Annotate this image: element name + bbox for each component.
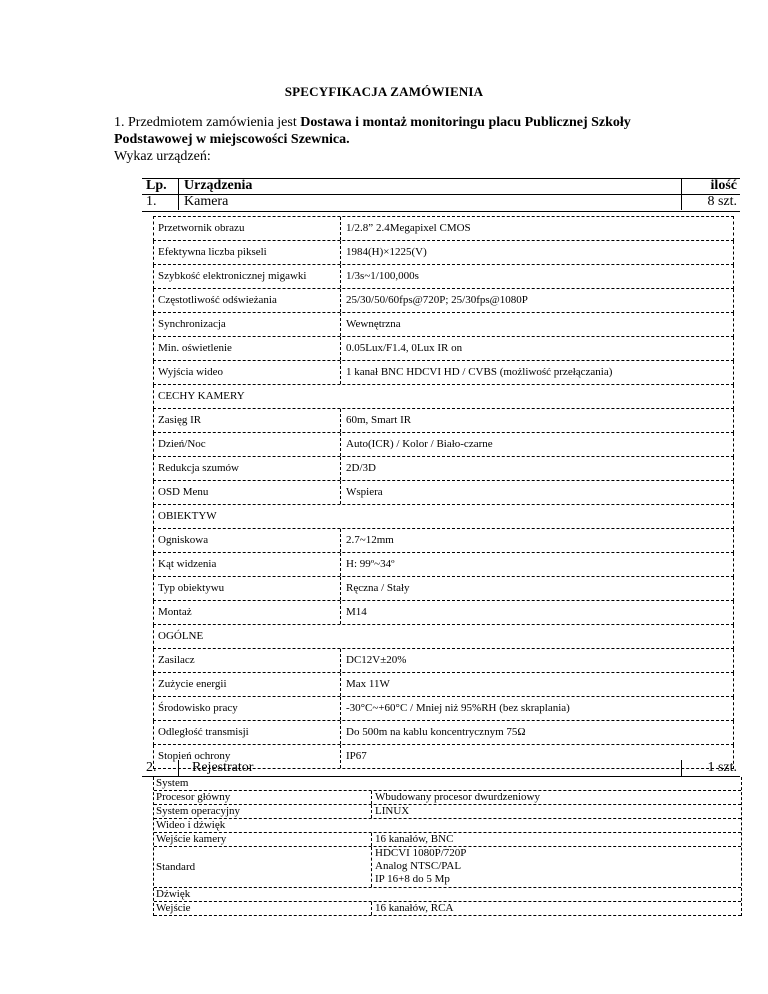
- spec-value: 2D/3D: [346, 462, 376, 474]
- spec-row: [153, 337, 734, 361]
- intro-paragraph: [114, 114, 704, 165]
- recorder-spec-row: [154, 805, 741, 819]
- spec-key: Zasilacz: [158, 654, 195, 666]
- spec-row: [153, 601, 734, 625]
- item1-qty: 8 szt.: [707, 194, 737, 209]
- items-header: [142, 178, 740, 210]
- spec-value: 1 kanał BNC HDCVI HD / CVBS (możliwość przełączania): [346, 366, 613, 378]
- spec-key: Min. oświetlenie: [158, 342, 232, 354]
- spec-section-header: [153, 505, 734, 529]
- spec-row: [153, 481, 734, 505]
- spec-key: Kąt widzenia: [158, 558, 217, 570]
- header-lp: Lp.: [146, 178, 167, 193]
- recorder-spec-key: Standard: [156, 861, 196, 873]
- spec-value: Max 11W: [346, 678, 390, 690]
- spec-row: [153, 265, 734, 289]
- item1-name: Kamera: [184, 194, 229, 209]
- spec-key: OGÓLNE: [158, 630, 204, 642]
- spec-key: Przetwornik obrazu: [158, 222, 245, 234]
- spec-row: [153, 457, 734, 481]
- spec-value: -30°C~+60°C / Mniej niż 95%RH (bez skraplania): [346, 702, 570, 714]
- spec-value: DC12V±20%: [346, 654, 407, 666]
- spec-key: Montaż: [158, 606, 192, 618]
- spec-value: Wewnętrzna: [346, 318, 401, 330]
- recorder-section-header: [154, 777, 741, 791]
- intro-subject: Dostawa i montaż monitoringu placu Publicznej Szkoły Podstawowej w miejscowości Szewnica.: [114, 115, 631, 147]
- spec-key: Dzień/Noc: [158, 438, 206, 450]
- spec-row: [153, 216, 734, 241]
- spec-key: Częstotliwość odświeżania: [158, 294, 277, 306]
- spec-row: [153, 553, 734, 577]
- spec-value: Auto(ICR) / Kolor / Biało-czarne: [346, 438, 493, 450]
- recorder-section-header: [154, 819, 741, 833]
- spec-row: [153, 409, 734, 433]
- intro-prefix: 1. Przedmiotem zamówienia jest: [114, 115, 301, 130]
- item2-name: Rejestrator: [192, 760, 254, 775]
- item1-num: 1.: [146, 194, 157, 209]
- recorder-spec-row: [154, 847, 741, 888]
- spec-key: Zużycie energii: [158, 678, 227, 690]
- spec-value: 25/30/50/60fps@720P; 25/30fps@1080P: [346, 294, 528, 306]
- spec-row: [153, 649, 734, 673]
- recorder-spec-key: Wejście kamery: [156, 833, 227, 845]
- spec-value: 60m, Smart IR: [346, 414, 412, 426]
- spec-row: [153, 529, 734, 553]
- recorder-spec-value: 16 kanałów, RCA: [375, 902, 454, 914]
- spec-value: Ręczna / Stały: [346, 582, 410, 594]
- spec-row: [153, 697, 734, 721]
- spec-row: [153, 721, 734, 745]
- spec-value: 0.05Lux/F1.4, 0Lux IR on: [346, 342, 463, 354]
- recorder-spec-key: System operacyjny: [156, 805, 241, 817]
- spec-value: Wspiera: [346, 486, 383, 498]
- recorder-spec-table: [153, 777, 742, 916]
- spec-value: IP67: [346, 750, 367, 762]
- spec-row: [153, 433, 734, 457]
- page-title: SPECYFIKACJA ZAMÓWIENIA: [284, 84, 484, 99]
- spec-row: [153, 313, 734, 337]
- spec-section-header: [153, 385, 734, 409]
- recorder-spec-row: [154, 902, 741, 916]
- recorder-spec-row: [154, 833, 741, 847]
- item2-qty: 1 szt.: [707, 760, 737, 775]
- spec-value: 1984(H)×1225(V): [346, 246, 427, 258]
- spec-row: [153, 241, 734, 265]
- item2-row: [142, 760, 740, 777]
- spec-key: Efektywna liczba pikseli: [158, 246, 267, 258]
- spec-key: CECHY KAMERY: [158, 390, 245, 402]
- recorder-spec-key: Procesor główny: [156, 791, 231, 803]
- recorder-spec-value: LINUX: [375, 805, 410, 817]
- spec-key: Wyjścia wideo: [158, 366, 224, 378]
- spec-key: Odległość transmisji: [158, 726, 249, 738]
- header-qty: ilość: [710, 178, 737, 193]
- spec-row: [153, 673, 734, 697]
- spec-key: Środowisko pracy: [158, 702, 238, 714]
- spec-key: Redukcja szumów: [158, 462, 239, 474]
- intro-list-label: Wykaz urządzeń:: [114, 149, 211, 164]
- recorder-spec-row: [154, 791, 741, 805]
- spec-key: Synchronizacja: [158, 318, 226, 330]
- camera-spec-table: [153, 216, 734, 769]
- item2-num: 2.: [146, 760, 157, 775]
- spec-value: 1/2.8” 2.4Megapixel CMOS: [346, 222, 471, 234]
- spec-key: Ogniskowa: [158, 534, 209, 546]
- header-device: Urządzenia: [184, 178, 253, 193]
- spec-value: Do 500m na kablu koncentrycznym 75Ω: [346, 726, 526, 738]
- recorder-spec-key: Wejście: [156, 902, 191, 914]
- spec-key: Typ obiektywu: [158, 582, 225, 594]
- header-row: [142, 178, 740, 194]
- spec-key: OSD Menu: [158, 486, 209, 498]
- spec-section-header: [153, 625, 734, 649]
- spec-key: Szybkość elektronicznej migawki: [158, 270, 307, 282]
- spec-row: [153, 289, 734, 313]
- recorder-spec-key: Dźwięk: [156, 888, 191, 900]
- spec-key: OBIEKTYW: [158, 510, 217, 522]
- recorder-spec-value: Wbudowany procesor dwurdzeniowy: [375, 791, 540, 803]
- item1-row: [142, 194, 740, 210]
- spec-value: H: 99º~34º: [346, 558, 395, 570]
- recorder-section-header: [154, 888, 741, 902]
- spec-key: Stopień ochrony: [158, 750, 231, 762]
- spec-value: 2.7~12mm: [346, 534, 394, 546]
- spec-value: M14: [346, 606, 367, 618]
- spec-key: Zasięg IR: [158, 414, 202, 426]
- recorder-spec-key: System: [156, 777, 189, 789]
- spec-row: [153, 577, 734, 601]
- spec-row: [153, 361, 734, 385]
- recorder-spec-value: HDCVI 1080P/720P Analog NTSC/PAL IP 16+8 do 5 Mp: [375, 847, 467, 885]
- recorder-spec-value: 16 kanałów, BNC: [375, 833, 454, 845]
- recorder-spec-key: Wideo i dźwięk: [156, 819, 226, 831]
- spec-value: 1/3s~1/100,000s: [346, 270, 419, 282]
